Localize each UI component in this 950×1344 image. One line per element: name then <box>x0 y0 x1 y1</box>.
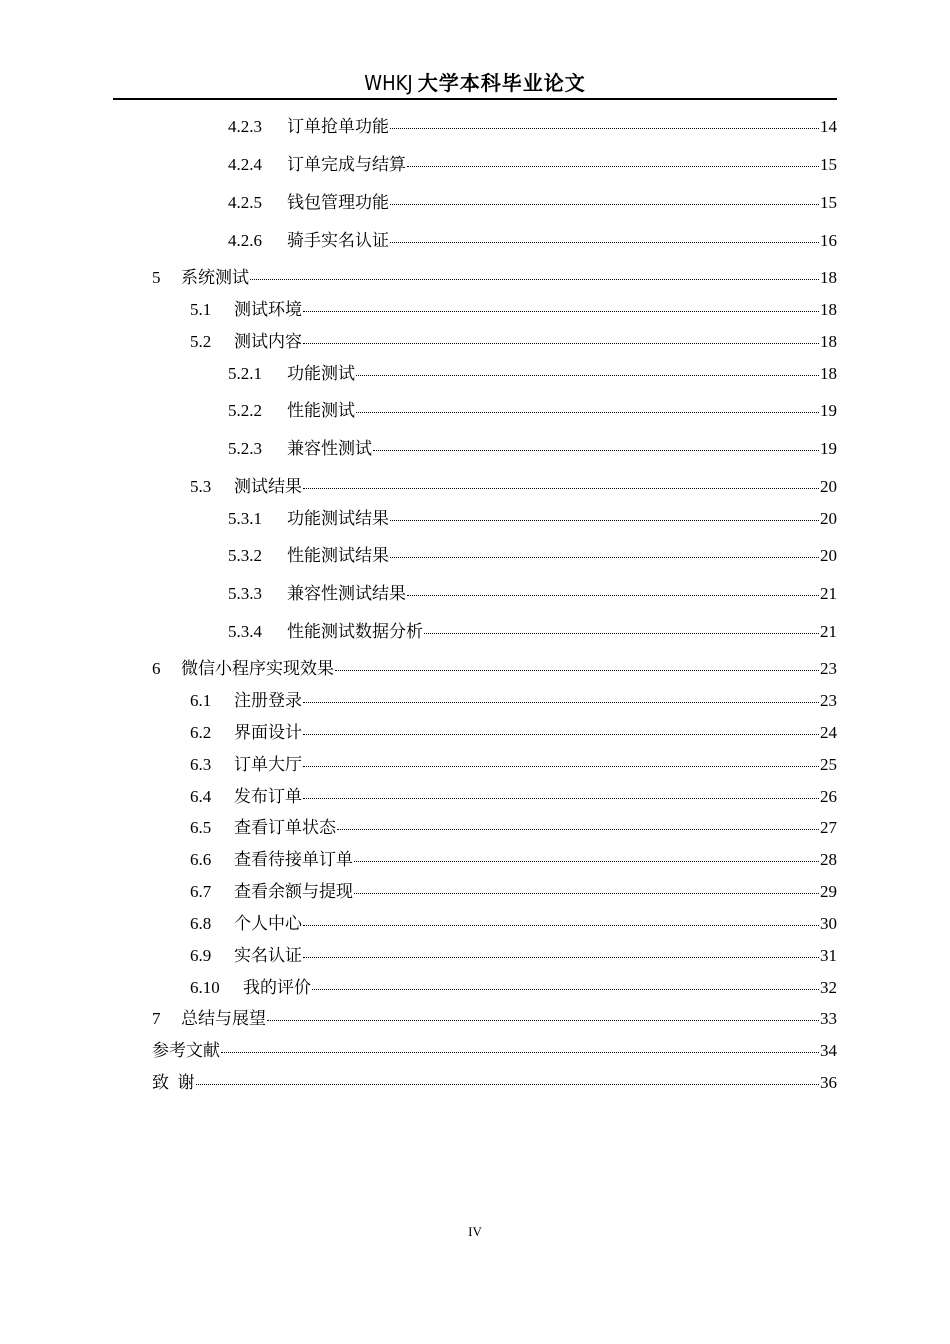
toc-entry-title: 功能测试 <box>287 364 355 383</box>
dot-leader <box>303 957 819 958</box>
dot-leader <box>337 829 819 830</box>
toc-entry-title: 查看待接单订单 <box>234 850 353 869</box>
toc-entry[interactable] <box>190 816 837 840</box>
toc-entry[interactable] <box>152 657 837 681</box>
toc-entry-page-number: 34 <box>820 1041 837 1060</box>
toc-entry[interactable] <box>190 976 837 1000</box>
toc-entry-number: 6.2 <box>190 723 212 742</box>
toc-entry-page-number: 16 <box>820 231 837 250</box>
toc-entry-title: 测试环境 <box>234 300 302 319</box>
toc-entry-title: 实名认证 <box>234 946 302 965</box>
dot-leader <box>312 989 819 990</box>
toc-entry-number: 6.10 <box>190 978 220 997</box>
toc-entry-page-number: 21 <box>820 584 837 603</box>
toc-entry-page-number: 19 <box>820 439 837 458</box>
toc-entry-number: 5.3.4 <box>228 622 262 641</box>
toc-entry-page-number: 32 <box>820 978 837 997</box>
toc-entry-number: 5.2 <box>190 332 212 351</box>
toc-entry-number: 5.1 <box>190 300 212 319</box>
toc-entry[interactable] <box>228 437 837 461</box>
toc-entry[interactable] <box>152 1007 837 1031</box>
dot-leader <box>390 520 819 521</box>
toc-entry-page-number: 23 <box>820 659 837 678</box>
toc-entry-page-number: 20 <box>820 477 837 496</box>
toc-entry-title: 订单完成与结算 <box>287 155 406 174</box>
dot-leader <box>335 670 819 671</box>
header-latin-text: WHKJ <box>364 71 413 95</box>
dot-leader <box>221 1052 819 1053</box>
toc-entry-title: 发布订单 <box>234 787 302 806</box>
toc-entry-page-number: 19 <box>820 401 837 420</box>
toc-entry-number: 6.3 <box>190 755 212 774</box>
toc-entry[interactable] <box>152 1071 837 1095</box>
toc-entry-title: 订单大厅 <box>234 755 302 774</box>
toc-entry-number: 5 <box>152 268 161 287</box>
toc-entry-page-number: 30 <box>820 914 837 933</box>
dot-leader <box>390 557 819 558</box>
toc-entry-number: 4.2.4 <box>228 155 262 174</box>
dot-leader <box>390 128 819 129</box>
dot-leader <box>407 595 819 596</box>
toc-entry-title: 骑手实名认证 <box>287 231 389 250</box>
dot-leader <box>390 242 819 243</box>
toc-entry[interactable] <box>190 753 837 777</box>
toc-entry-page-number: 18 <box>820 268 837 287</box>
dot-leader <box>424 633 819 634</box>
dot-leader <box>303 734 819 735</box>
toc-entry[interactable] <box>228 362 837 386</box>
toc-entry-page-number: 21 <box>820 622 837 641</box>
toc-entry-number: 5.2.1 <box>228 364 262 383</box>
toc-entry-title: 测试内容 <box>234 332 302 351</box>
toc-entry[interactable] <box>228 582 837 606</box>
toc-entry-title: 兼容性测试结果 <box>287 584 406 603</box>
dot-leader <box>303 488 819 489</box>
dot-leader <box>303 311 819 312</box>
toc-entry[interactable] <box>190 298 837 322</box>
toc-entry-title: 钱包管理功能 <box>287 193 389 212</box>
toc-entry[interactable] <box>190 689 837 713</box>
toc-entry-page-number: 28 <box>820 850 837 869</box>
toc-entry-number: 6.5 <box>190 818 212 837</box>
toc-entry[interactable] <box>190 880 837 904</box>
toc-entry[interactable] <box>228 399 837 423</box>
dot-leader <box>250 279 819 280</box>
dot-leader <box>390 204 819 205</box>
toc-entry-page-number: 18 <box>820 364 837 383</box>
toc-entry-title: 订单抢单功能 <box>287 117 389 136</box>
dot-leader <box>303 766 819 767</box>
toc-entry[interactable] <box>152 1039 837 1063</box>
toc-entry-number: 6.7 <box>190 882 212 901</box>
dot-leader <box>354 861 819 862</box>
toc-entry-page-number: 24 <box>820 723 837 742</box>
toc-entry-number: 4.2.6 <box>228 231 262 250</box>
toc-entry-number: 6.9 <box>190 946 212 965</box>
toc-entry-title: 测试结果 <box>234 477 302 496</box>
toc-entry-title: 查看余额与提现 <box>234 882 353 901</box>
toc-entry[interactable] <box>228 115 837 139</box>
toc-entry-page-number: 18 <box>820 300 837 319</box>
toc-entry-title: 个人中心 <box>234 914 302 933</box>
toc-entry[interactable] <box>190 330 837 354</box>
toc-entry[interactable] <box>228 153 837 177</box>
toc-entry-title: 查看订单状态 <box>234 818 336 837</box>
toc-entry-number: 4.2.3 <box>228 117 262 136</box>
toc-entry-title: 微信小程序实现效果 <box>181 659 334 678</box>
toc-entry-number: 7 <box>152 1009 161 1028</box>
dot-leader <box>303 798 819 799</box>
toc-entry[interactable] <box>190 475 837 499</box>
toc-entry[interactable] <box>228 544 837 568</box>
toc-entry-page-number: 33 <box>820 1009 837 1028</box>
toc-entry-page-number: 18 <box>820 332 837 351</box>
dot-leader <box>303 925 819 926</box>
toc-entry-number: 5.3.1 <box>228 509 262 528</box>
toc-entry-page-number: 14 <box>820 117 837 136</box>
toc-entry[interactable] <box>228 507 837 531</box>
toc-entry-title: 性能测试数据分析 <box>287 622 423 641</box>
toc-entry-page-number: 29 <box>820 882 837 901</box>
toc-entry[interactable] <box>190 912 837 936</box>
toc-entry-title: 功能测试结果 <box>287 509 389 528</box>
toc-entry-number: 6 <box>152 659 161 678</box>
toc-entry-page-number: 26 <box>820 787 837 806</box>
toc-entry-page-number: 20 <box>820 546 837 565</box>
toc-entry-page-number: 25 <box>820 755 837 774</box>
toc-entry-number: 6.6 <box>190 850 212 869</box>
toc-entry-number: 6.8 <box>190 914 212 933</box>
toc-entry[interactable] <box>190 848 837 872</box>
header-rule <box>113 98 837 100</box>
toc-entry-title: 系统测试 <box>181 268 249 287</box>
toc-entry-title: 我的评价 <box>243 978 311 997</box>
header-title-text: 大学本科毕业论文 <box>417 73 586 95</box>
dot-leader <box>303 702 819 703</box>
dot-leader <box>407 166 819 167</box>
toc-entry-title: 致 谢 <box>152 1073 195 1092</box>
toc-entry-number: 6.4 <box>190 787 212 806</box>
toc-entry-page-number: 27 <box>820 818 837 837</box>
dot-leader <box>196 1084 820 1085</box>
toc-entry-page-number: 23 <box>820 691 837 710</box>
toc-entry-title: 性能测试结果 <box>287 546 389 565</box>
page-number: IV <box>468 1224 482 1239</box>
toc-entry-title: 参考文献 <box>152 1041 220 1060</box>
toc-entry-number: 5.3 <box>190 477 212 496</box>
toc-entry[interactable] <box>228 620 837 644</box>
toc-entry-title: 界面设计 <box>234 723 302 742</box>
toc-entry[interactable] <box>152 266 837 290</box>
toc-entry[interactable] <box>228 229 837 253</box>
running-header <box>113 68 837 99</box>
dot-leader <box>267 1020 819 1021</box>
dot-leader <box>356 412 819 413</box>
toc-entry-page-number: 20 <box>820 509 837 528</box>
toc-entry-number: 5.2.2 <box>228 401 262 420</box>
toc-entry-title: 兼容性测试 <box>287 439 372 458</box>
toc-entry-page-number: 31 <box>820 946 837 965</box>
toc-entry-number: 4.2.5 <box>228 193 262 212</box>
dot-leader <box>373 450 819 451</box>
dot-leader <box>303 343 819 344</box>
toc-entry[interactable] <box>228 191 837 215</box>
toc-entry[interactable] <box>190 785 837 809</box>
toc-entry[interactable] <box>190 944 837 968</box>
toc-entry-page-number: 36 <box>820 1073 837 1092</box>
dot-leader <box>356 375 819 376</box>
toc-entry-number: 5.2.3 <box>228 439 262 458</box>
toc-entry-title: 性能测试 <box>287 401 355 420</box>
toc-entry-number: 5.3.2 <box>228 546 262 565</box>
toc-entry-page-number: 15 <box>820 193 837 212</box>
toc-entry-title: 注册登录 <box>234 691 302 710</box>
dot-leader <box>354 893 819 894</box>
toc-entry[interactable] <box>190 721 837 745</box>
toc-entry-title: 总结与展望 <box>181 1009 266 1028</box>
toc-entry-page-number: 15 <box>820 155 837 174</box>
toc-entry-number: 6.1 <box>190 691 212 710</box>
toc-entry-number: 5.3.3 <box>228 584 262 603</box>
